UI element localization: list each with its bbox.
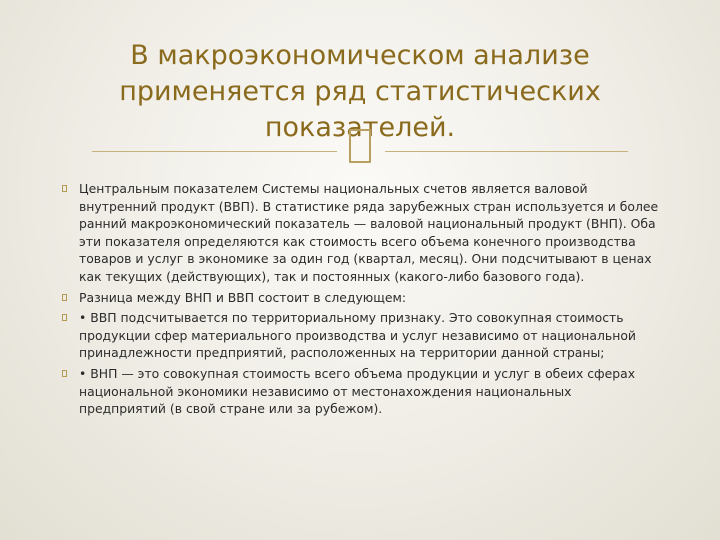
- square-bullet-icon: [62, 314, 67, 321]
- square-bullet-icon: [62, 185, 67, 192]
- bullet-text: • ВВП подсчитывается по территориальному признаку. Это совокупная стоимость продукции сфер материального производства и услуг независимо от национальной принадлежности предприятий, расположенных на территории данной страны;: [79, 310, 636, 361]
- bullet-text: Разница между ВНП и ВВП состоит в следующем:: [79, 289, 407, 305]
- slide-title: В макроэкономическом анализе применяется ряд статистических показателей.: [119, 40, 601, 143]
- title-divider-left: [92, 151, 337, 152]
- bullet-item: [62, 289, 662, 307]
- bullet-text: Центральным показателем Системы национальных счетов является валовой внутренний продукт (ВВП). В статистике ряда зарубежных стран используется и более ранний макроэкономический показатель — валовой национальный продукт (ВНП). Оба эти показателя определяются как стоимость всего объема конечного производства товаров и услуг в экономике за один год (квартал, месяц). Они подсчитывают в ценах как текущих (действующих), так и постоянных (какого-либо базового года).: [79, 181, 659, 284]
- square-bullet-icon: [62, 370, 67, 377]
- bullet-text: • ВНП — это совокупная стоимость всего объема продукции и услуг в обеих сферах национальной экономики независимо от местонахождения национальных предприятий (в свой стране или за рубежом).: [79, 365, 636, 417]
- bullet-item: [62, 180, 662, 286]
- square-bullet-icon: [62, 294, 67, 301]
- slide-content: [62, 180, 662, 421]
- bullet-item: [62, 365, 662, 418]
- bullet-item: [62, 309, 662, 362]
- title-divider-right: [385, 151, 628, 152]
- ornament-icon: [349, 129, 371, 163]
